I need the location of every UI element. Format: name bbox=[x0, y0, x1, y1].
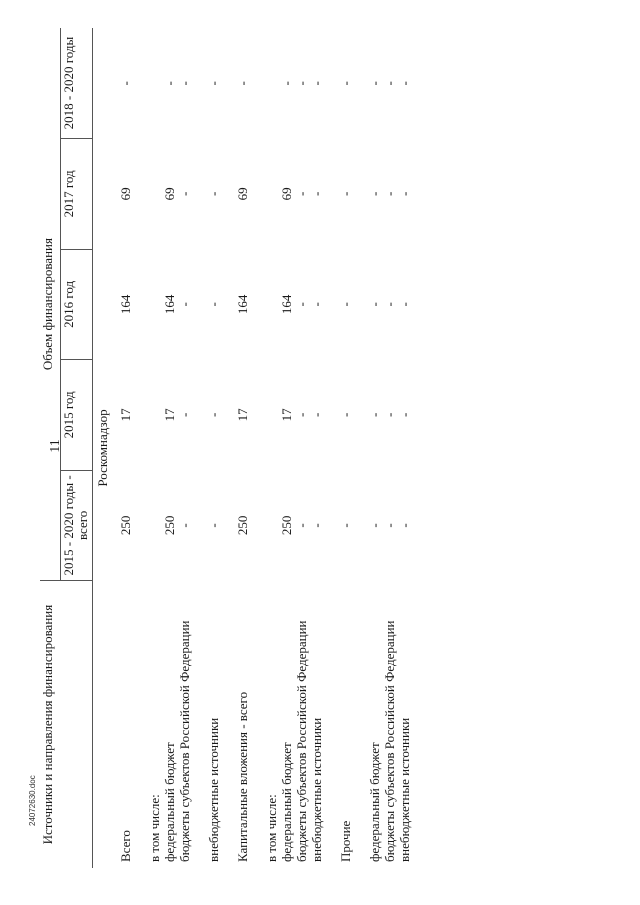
page-number: 11 bbox=[48, 439, 63, 453]
row-spacer-cell bbox=[250, 28, 264, 868]
row-spacer-cell bbox=[133, 28, 147, 868]
table-row bbox=[367, 28, 382, 868]
row-value: - bbox=[205, 302, 221, 307]
row-value: - bbox=[176, 412, 192, 418]
row-value: - bbox=[308, 302, 324, 307]
row-value: 164 bbox=[234, 294, 250, 315]
row-value bbox=[147, 139, 162, 250]
row-value: 17 bbox=[161, 408, 177, 422]
row-value: 69 bbox=[278, 187, 294, 201]
row-value: - bbox=[308, 191, 324, 197]
row-value: - bbox=[293, 412, 309, 418]
row-value: - bbox=[337, 412, 353, 418]
row-spacer bbox=[324, 28, 338, 868]
table-row bbox=[147, 28, 162, 868]
row-value: - bbox=[205, 81, 221, 86]
row-value: 69 bbox=[161, 187, 177, 201]
funding-table bbox=[40, 28, 412, 868]
rotated-table-wrapper bbox=[40, 28, 600, 868]
row-value: - bbox=[381, 191, 397, 197]
row-value: - bbox=[381, 412, 397, 418]
row-value: - bbox=[293, 302, 309, 307]
row-value: - bbox=[381, 302, 397, 307]
row-label: федеральный бюджет bbox=[161, 742, 177, 862]
row-value bbox=[147, 249, 162, 360]
row-value: - bbox=[176, 81, 192, 86]
row-value: - bbox=[176, 302, 192, 307]
row-value: - bbox=[366, 523, 382, 528]
row-value: - bbox=[337, 523, 353, 528]
row-label: внебюджетные источники bbox=[396, 717, 412, 862]
row-value: 250 bbox=[117, 515, 133, 536]
table-body bbox=[92, 28, 412, 868]
header-source: Источники и направления финансирования bbox=[40, 581, 92, 868]
table-row bbox=[118, 28, 133, 868]
row-value: 250 bbox=[278, 515, 294, 536]
row-value: 250 bbox=[234, 515, 250, 536]
row-value bbox=[264, 28, 279, 139]
header-col-2015: 2015 год bbox=[60, 360, 92, 471]
row-label: федеральный бюджет bbox=[366, 742, 382, 862]
document-code: 24072630.doc bbox=[28, 775, 37, 826]
header-col-2016: 2016 год bbox=[60, 249, 92, 360]
table-row bbox=[206, 28, 221, 868]
table-row bbox=[279, 28, 294, 868]
row-label: Всего bbox=[117, 830, 133, 862]
row-value: - bbox=[278, 81, 294, 86]
section-title: Роскомнадзор bbox=[94, 409, 110, 487]
row-value: - bbox=[308, 81, 324, 86]
row-value: 17 bbox=[234, 408, 250, 422]
table-row bbox=[338, 28, 353, 868]
row-value: - bbox=[366, 412, 382, 418]
header-col-total: 2015 - 2020 годы - всего bbox=[60, 470, 92, 581]
row-value bbox=[264, 249, 279, 360]
row-value: - bbox=[293, 81, 309, 86]
row-value: - bbox=[293, 523, 309, 528]
header-volume: Объем финансирования bbox=[40, 28, 60, 581]
table-row bbox=[264, 28, 279, 868]
row-label: бюджеты субъектов Российской Федерации bbox=[381, 620, 397, 862]
row-value: - bbox=[176, 523, 192, 528]
table-row bbox=[162, 28, 177, 868]
row-value: - bbox=[234, 81, 250, 86]
row-value: - bbox=[396, 412, 412, 418]
funding-table-area bbox=[40, 28, 600, 868]
row-spacer-cell bbox=[324, 28, 338, 868]
row-value bbox=[264, 139, 279, 250]
row-spacer-cell bbox=[192, 28, 206, 868]
row-value: - bbox=[396, 81, 412, 86]
row-label: внебюджетные источники bbox=[205, 717, 221, 862]
row-label: внебюджетные источники bbox=[308, 717, 324, 862]
row-value: - bbox=[161, 81, 177, 86]
row-value: - bbox=[396, 302, 412, 307]
row-value: 164 bbox=[117, 294, 133, 315]
row-value: - bbox=[308, 412, 324, 418]
row-label: федеральный бюджет bbox=[278, 742, 294, 862]
table-row bbox=[309, 28, 324, 868]
row-value bbox=[147, 470, 162, 581]
row-value: 17 bbox=[278, 408, 294, 422]
row-value: 69 bbox=[234, 187, 250, 201]
row-spacer bbox=[250, 28, 264, 868]
row-value bbox=[147, 28, 162, 139]
row-value bbox=[264, 360, 279, 471]
row-label: Капитальные вложения - всего bbox=[234, 691, 250, 862]
row-value: - bbox=[381, 523, 397, 528]
row-value: - bbox=[205, 412, 221, 418]
row-value: - bbox=[366, 191, 382, 197]
header-col-2017: 2017 год bbox=[60, 139, 92, 250]
table-row bbox=[294, 28, 309, 868]
row-value: 17 bbox=[117, 408, 133, 422]
row-value: 164 bbox=[161, 294, 177, 315]
table-row bbox=[382, 28, 397, 868]
row-spacer bbox=[192, 28, 206, 868]
row-spacer-cell bbox=[221, 28, 235, 868]
row-value: - bbox=[366, 81, 382, 86]
row-value: - bbox=[293, 191, 309, 197]
row-label: бюджеты субъектов Российской Федерации bbox=[293, 620, 309, 862]
table-row bbox=[235, 28, 250, 868]
row-value bbox=[264, 470, 279, 581]
row-value: - bbox=[337, 191, 353, 197]
row-spacer-cell bbox=[353, 28, 367, 868]
row-value bbox=[147, 360, 162, 471]
row-value: - bbox=[366, 302, 382, 307]
row-label: в том числе: bbox=[146, 794, 162, 862]
row-value: - bbox=[396, 523, 412, 528]
row-value: 250 bbox=[161, 515, 177, 536]
row-spacer bbox=[221, 28, 235, 868]
row-value: - bbox=[205, 191, 221, 197]
row-value: - bbox=[337, 302, 353, 307]
row-value: 69 bbox=[117, 187, 133, 201]
row-spacer bbox=[133, 28, 147, 868]
row-value: - bbox=[337, 81, 353, 86]
row-label: Прочие bbox=[337, 820, 353, 862]
row-label: в том числе: bbox=[263, 794, 279, 862]
row-value: - bbox=[381, 81, 397, 86]
header-col-2018-2020: 2018 - 2020 годы bbox=[60, 28, 92, 139]
row-value: - bbox=[308, 523, 324, 528]
row-value: - bbox=[205, 523, 221, 528]
row-spacer bbox=[353, 28, 367, 868]
row-value: - bbox=[396, 191, 412, 197]
table-row bbox=[397, 28, 412, 868]
row-label: бюджеты субъектов Российской Федерации bbox=[176, 620, 192, 862]
section-row bbox=[92, 28, 118, 868]
row-value: 164 bbox=[278, 294, 294, 315]
row-value: - bbox=[117, 81, 133, 86]
row-value: - bbox=[176, 191, 192, 197]
table-row bbox=[177, 28, 192, 868]
